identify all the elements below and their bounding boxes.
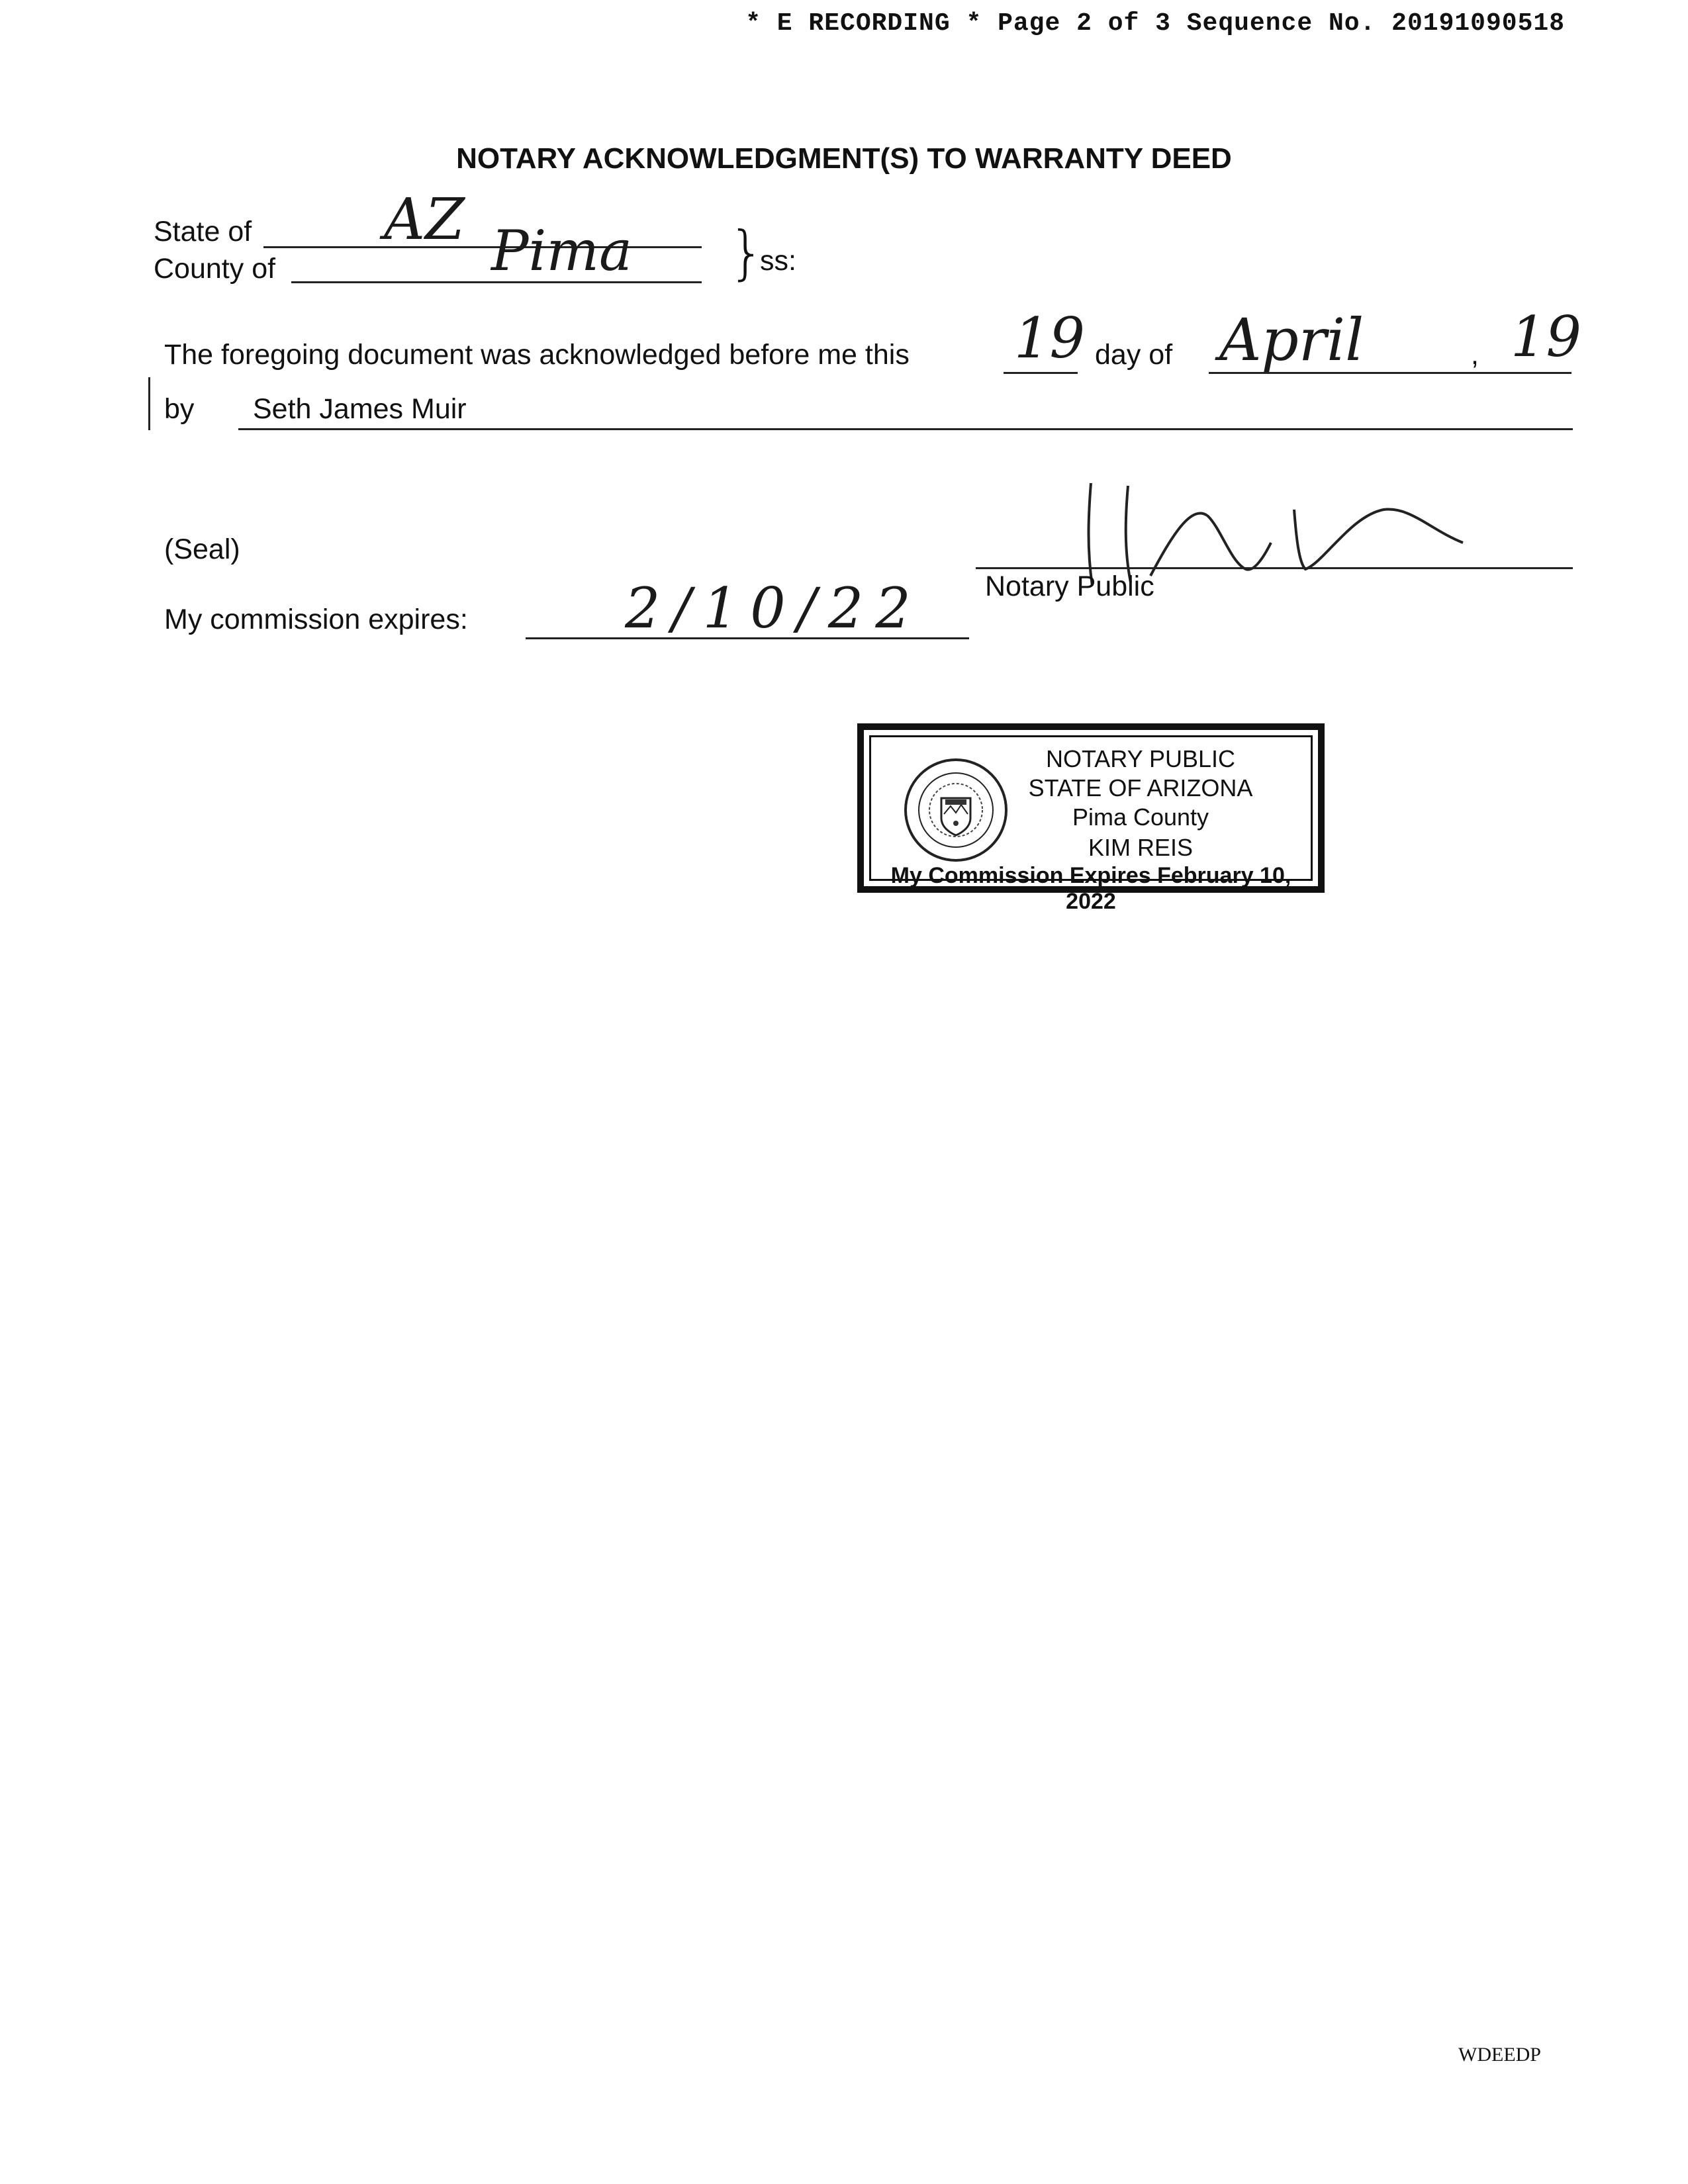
document-title: NOTARY ACKNOWLEDGMENT(S) TO WARRANTY DEED	[456, 142, 1232, 175]
state-handwritten: AZ	[384, 187, 465, 253]
county-handwritten: Pima	[491, 218, 633, 283]
month-handwritten: April	[1219, 306, 1364, 374]
state-label: State of	[154, 216, 252, 248]
recording-header: * E RECORDING * Page 2 of 3 Sequence No. 20191090518	[745, 9, 1565, 38]
acknowledgment-text: The foregoing document was acknowledged before me this	[164, 339, 910, 371]
commission-handwritten: 2/10/22	[625, 576, 923, 641]
stamp-county: Pima County	[1072, 803, 1209, 831]
stamp-inner-border	[869, 735, 1313, 914]
stamp-notary-name: KIM REIS	[1088, 834, 1194, 861]
stamp-state: STATE OF ARIZONA	[1028, 774, 1253, 801]
form-code: WDEEDP	[1458, 2044, 1541, 2066]
state-line	[263, 246, 702, 248]
commission-label: My commission expires:	[164, 604, 468, 635]
notary-signature-line	[976, 567, 1573, 569]
day-of-label: day of	[1095, 339, 1173, 371]
brace-symbol: }	[728, 218, 765, 287]
ss-label: ss:	[760, 245, 796, 277]
stamp-commission-expiry: My Commission Expires February 10, 2022	[890, 863, 1291, 914]
county-label: County of	[154, 253, 276, 285]
day-handwritten: 19	[1014, 306, 1085, 371]
by-line	[238, 428, 1573, 430]
day-line	[1004, 372, 1078, 374]
year-separator: ,	[1471, 339, 1479, 371]
signer-name: Seth James Muir	[253, 393, 467, 425]
notary-stamp	[857, 723, 1325, 914]
seal-label: (Seal)	[164, 533, 240, 565]
notary-public-label: Notary Public	[985, 570, 1154, 602]
year-handwritten: 19	[1511, 304, 1581, 369]
stamp-title: NOTARY PUBLIC	[1045, 745, 1236, 772]
by-label: by	[164, 393, 195, 425]
margin-mark	[148, 377, 150, 430]
